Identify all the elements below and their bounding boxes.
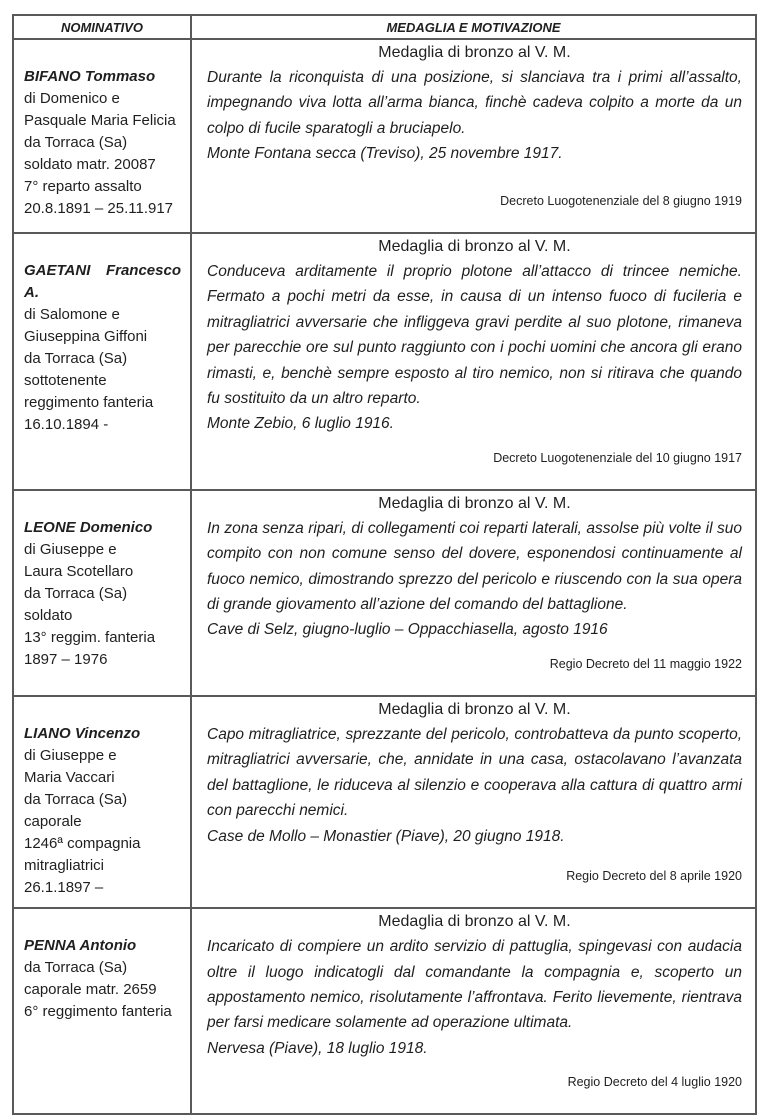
soldier-detail-line: da Torraca (Sa) [24,350,128,368]
soldier-cell [14,909,192,1113]
medal-title: Medaglia di bronzo al V. M. [378,44,571,61]
citation-cell [192,234,755,489]
soldier-detail-line: 1897 – 1976 [24,651,108,669]
soldier-detail-line: 26.1.1897 – [24,879,104,897]
soldier-detail-line: di Giuseppe e [24,746,117,764]
soldier-detail-line: 7° reparto assalto [24,178,142,196]
soldier-name: BIFANO Tommaso [24,68,156,85]
citation-place-date: Case de Mollo – Monastier (Piave), 20 giugno 1918. [207,827,565,845]
soldier-detail-line: da Torraca (Sa) [24,791,128,809]
table-row [14,907,755,1113]
citation-cell [192,40,755,232]
soldier-detail-line: di Domenico e [24,90,120,108]
soldier-cell [14,234,192,489]
table-row [14,489,755,695]
decree-line: Regio Decreto del 4 luglio 1920 [567,1075,742,1090]
medal-title: Medaglia di bronzo al V. M. [378,700,571,718]
soldier-name: GAETANI Francesco A. [24,262,181,302]
soldier-detail-line: da Torraca (Sa) [24,134,128,152]
table-row [14,38,755,232]
soldier-detail-line: 20.8.1891 – 25.11.917 [24,200,174,218]
decree-line: Regio Decreto del 11 maggio 1922 [549,656,742,671]
citation-place-date: Nervesa (Piave), 18 luglio 1918. [207,1039,428,1057]
soldier-detail-line: Pasquale Maria Felicia [24,112,176,130]
citation-place-date: Cave di Selz, giugno-luglio – Oppacchiasella, agosto 1916 [207,621,608,639]
medal-title: Medaglia di bronzo al V. M. [378,494,571,512]
citation-place-date: Monte Fontana secca (Treviso), 25 novembre 1917. [207,145,563,163]
soldier-detail-line: mitragliatrici [24,857,105,875]
decree-line: Decreto Luogotenenziale del 10 giugno 1917 [493,450,742,465]
citation-cell [192,909,755,1113]
soldier-detail-line: 6° reggimento fanteria [24,1003,172,1021]
soldier-detail-line: da Torraca (Sa) [24,959,128,977]
header-cell-nominativo: NOMINATIVO [14,16,192,38]
soldier-detail-line: caporale [24,813,82,831]
decree-line: Decreto Luogotenenziale del 8 giugno 1919 [500,194,742,208]
citation-cell [192,491,755,695]
medal-motivation: Conduceva arditamente il proprio plotone all’attacco di trincee nemiche. Fermato a pochi metri da esse, in causa di un intenso fuoco di fucileria e mitragliatrici avversarie che infliggeva gravi perdite al suo plotone, rimaneva per parecchie ore sul punto raggiunto con i pochi uomini che ancora gli erano rimasti, e, benchè sempre esposto al tiro nemico, non si ritirava che quando fu sostituito da un altro reparto. [207,263,742,408]
soldier-detail-line: soldato matr. 20087 [24,156,156,174]
table-row [14,232,755,489]
soldier-detail-line: di Giuseppe e [24,540,117,558]
soldier-cell [14,40,192,232]
table-row [14,695,755,907]
table-header-row [14,16,755,38]
medal-title: Medaglia di bronzo al V. M. [378,913,571,931]
soldier-detail-line: sottotenente [24,372,107,390]
medal-motivation: Incaricato di compiere un ardito servizio di pattuglia, spingevasi con audacia oltre il luogo indicatogli dal comandante la compagnia e, scoperto un appostamento nemico, risolutamente l’affrontava. Ferito lievemente, rientrava per farsi medicare solamente ad operazione ultimata. [207,938,742,1032]
soldier-detail-line: 1246ª compagnia [24,835,141,853]
soldier-name: LIANO Vincenzo [24,724,141,742]
medal-motivation: In zona senza ripari, di collegamenti coi reparti laterali, assolse più volte il suo compito con non comune senso del dovere, esponendosi continuamente al fuoco nemico, dimostrando sprezzo del pericolo e riuscendo con la sua opera di grande giovamento all’azione del comando del battaglione. [207,519,742,614]
soldier-cell [14,491,192,695]
soldier-detail-line: Laura Scotellaro [24,562,134,580]
soldier-detail-line: 16.10.1894 - [24,416,109,434]
citations-table [12,14,757,1115]
soldier-detail-line: reggimento fanteria [24,394,154,412]
medal-motivation: Durante la riconquista di una posizione, si slanciava tra i primi all’assalto, impegnando viva lotta all’arma bianca, finchè cadeva colpito a morte da un colpo di fucile sparatogli a bruciapelo. [207,69,742,137]
citation-cell [192,697,755,907]
soldier-name: PENNA Antonio [24,937,137,955]
soldier-detail-line: di Salomone e [24,306,120,324]
medal-motivation: Capo mitragliatrice, sprezzante del pericolo, controbatteva da punto scoperto, mitragliatrici avversarie, che, annidate in una casa, ostacolavano l’avanzata del battaglione, le riduceva al silenzio e cooperava alla cattura di quattro armi con parecchi nemici. [207,725,742,820]
header-cell-medaglia: MEDAGLIA E MOTIVAZIONE [386,19,561,35]
soldier-cell [14,697,192,907]
soldier-detail-line: soldato [24,607,73,625]
soldier-detail-line: Giuseppina Giffoni [24,328,148,346]
soldier-detail-line: Maria Vaccari [24,768,115,786]
soldier-name: LEONE Domenico [24,518,153,536]
decree-line: Regio Decreto del 8 aprile 1920 [566,869,742,884]
citation-place-date: Monte Zebio, 6 luglio 1916. [207,415,394,433]
medal-title: Medaglia di bronzo al V. M. [378,238,571,255]
soldier-detail-line: caporale matr. 2659 [24,981,157,999]
soldier-detail-line: 13° reggim. fanteria [24,629,156,647]
soldier-detail-line: da Torraca (Sa) [24,584,128,602]
